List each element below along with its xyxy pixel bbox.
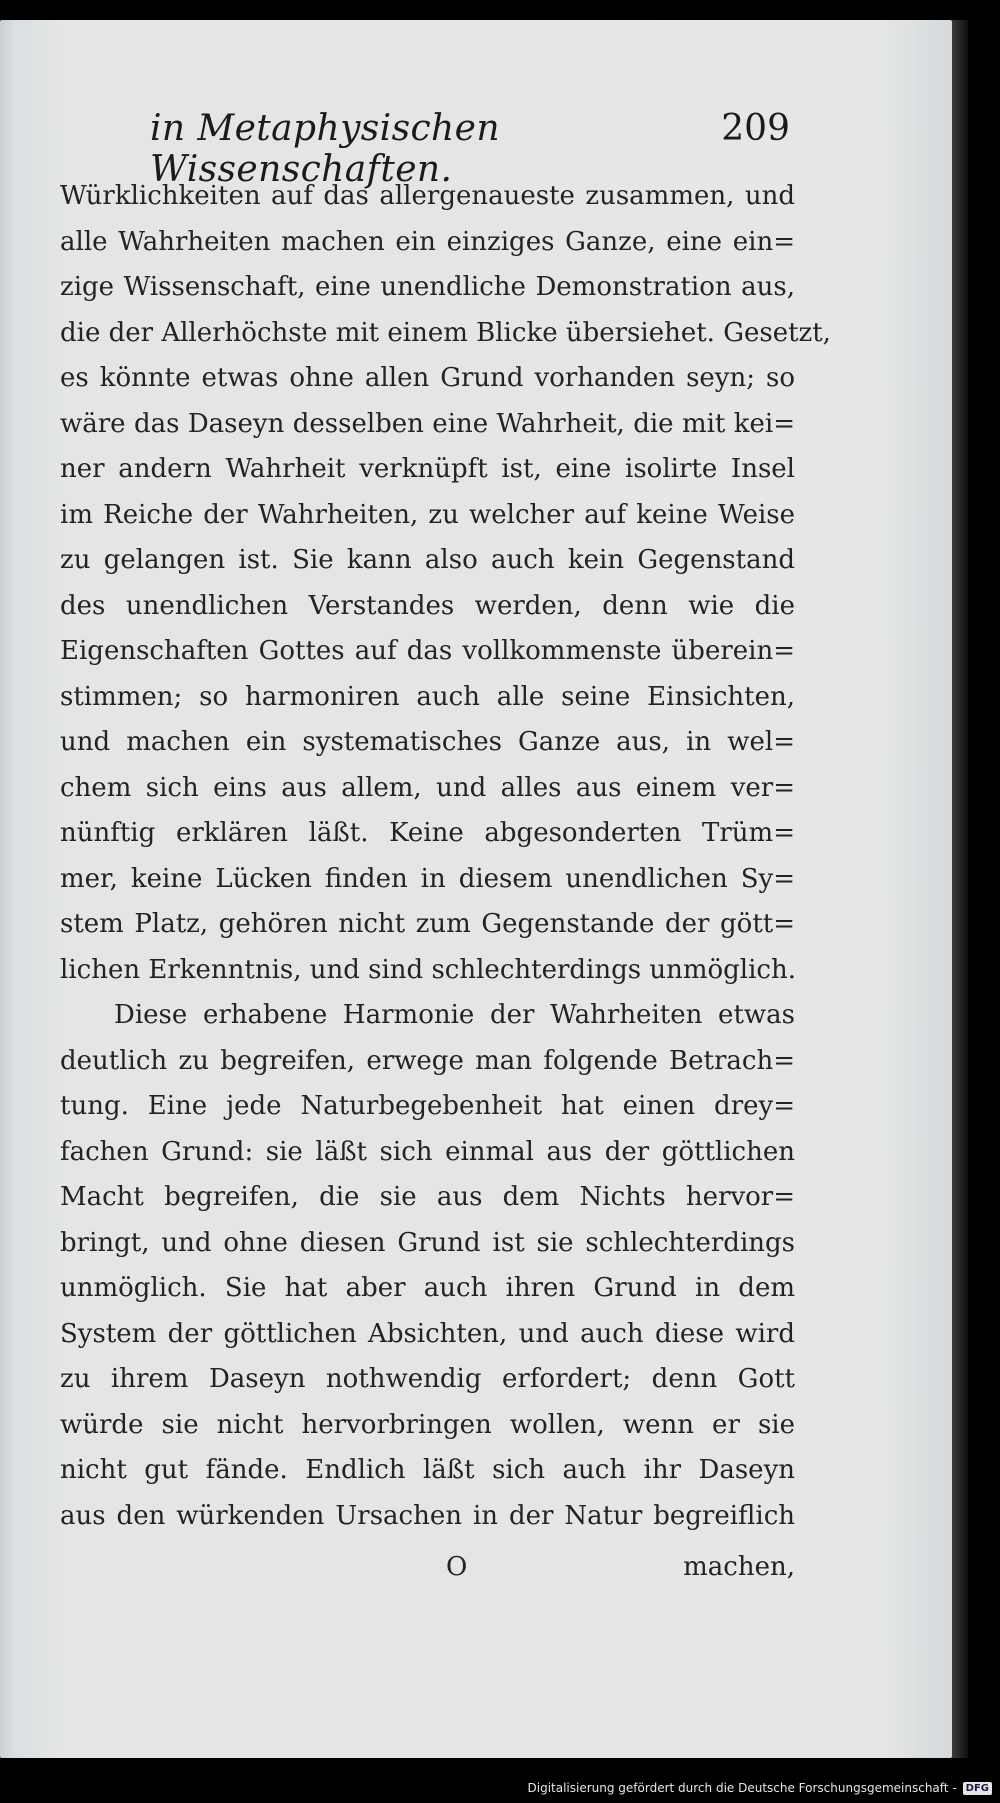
text-line: fachen Grund: sie läßt sich einmal aus der göttlichen [60, 1136, 795, 1167]
text-line: nicht gut fände. Endlich läßt sich auch ihr Daseyn [60, 1455, 795, 1485]
text-line: tung. Eine jede Naturbegebenheit hat einen drey= [60, 1091, 795, 1121]
page-header [150, 108, 790, 190]
page-number: 209 [721, 108, 790, 149]
body-text [60, 174, 831, 1539]
text-line: im Reiche der Wahrheiten, zu welcher auf keine Weise [60, 499, 795, 530]
text-line: alle Wahrheiten machen ein einziges Ganze, eine ein= [60, 226, 795, 257]
text-line: chem sich eins aus allem, und alles aus einem ver= [60, 772, 795, 803]
text-line: es könnte etwas ohne allen Grund vorhanden seyn; so [60, 363, 795, 393]
text-line: Eigenschaften Gottes auf das vollkommenste überein= [60, 636, 795, 666]
text-line: lichen Erkenntnis, und sind schlechterdings unmöglich. [60, 954, 796, 985]
text-line: aus den würkenden Ursachen in der Natur begreiflich [60, 1500, 795, 1531]
running-title: in Metaphysischen Wissenschaften. [150, 108, 500, 190]
text-line: Würklichkeiten auf das allergenaueste zusammen, und [60, 181, 795, 211]
footer-text: Digitalisierung gefördert durch die Deutsche Forschungsgemeinschaft - [527, 1781, 957, 1795]
text-line: zu gelangen ist. Sie kann also auch kein Gegenstand [60, 545, 795, 575]
text-line: stimmen; so harmoniren auch alle seine Einsichten, [60, 681, 795, 712]
text-line: mer, keine Lücken finden in diesem unendlichen Sy= [60, 863, 795, 894]
catchline [60, 1552, 795, 1598]
text-line: stem Platz, gehören nicht zum Gegenstande der gött= [60, 909, 795, 939]
text-line: deutlich zu begreifen, erwege man folgende Betrach= [60, 1045, 795, 1076]
text-line: Macht begreifen, die sie aus dem Nichts hervor= [60, 1182, 795, 1212]
text-line: des unendlichen Verstandes werden, denn wie die [60, 590, 795, 621]
text-line: bringt, und ohne diesen Grund ist sie schlechterdings [60, 1227, 795, 1258]
text-line: würde sie nicht hervorbringen wollen, wenn er sie [60, 1409, 795, 1440]
text-line: Diese erhabene Harmonie der Wahrheiten etwas [114, 1000, 795, 1030]
text-line: ner andern Wahrheit verknüpft ist, eine isolirte Insel [60, 454, 795, 484]
text-line: wäre das Daseyn desselben eine Wahrheit, die mit kei= [60, 408, 795, 439]
catchword: machen, [683, 1552, 795, 1582]
text-line: zu ihrem Daseyn nothwendig erfordert; denn Gott [60, 1364, 795, 1394]
text-line: System der göttlichen Absichten, und auch diese wird [60, 1318, 795, 1349]
text-line: unmöglich. Sie hat aber auch ihren Grund in dem [60, 1273, 795, 1303]
signature-mark: O [446, 1552, 468, 1582]
text-line: die der Allerhöchste mit einem Blicke übersiehet. Gesetzt, [60, 317, 831, 348]
text-line: zige Wissenschaft, eine unendliche Demonstration aus, [60, 272, 795, 302]
digitization-footer [528, 1778, 993, 1798]
dfg-logo-icon: DFG [963, 1782, 992, 1795]
page-edge [952, 20, 968, 1758]
text-line: und machen ein systematisches Ganze aus, in wel= [60, 727, 795, 757]
text-line: nünftig erklären läßt. Keine abgesonderten Trüm= [60, 818, 795, 848]
